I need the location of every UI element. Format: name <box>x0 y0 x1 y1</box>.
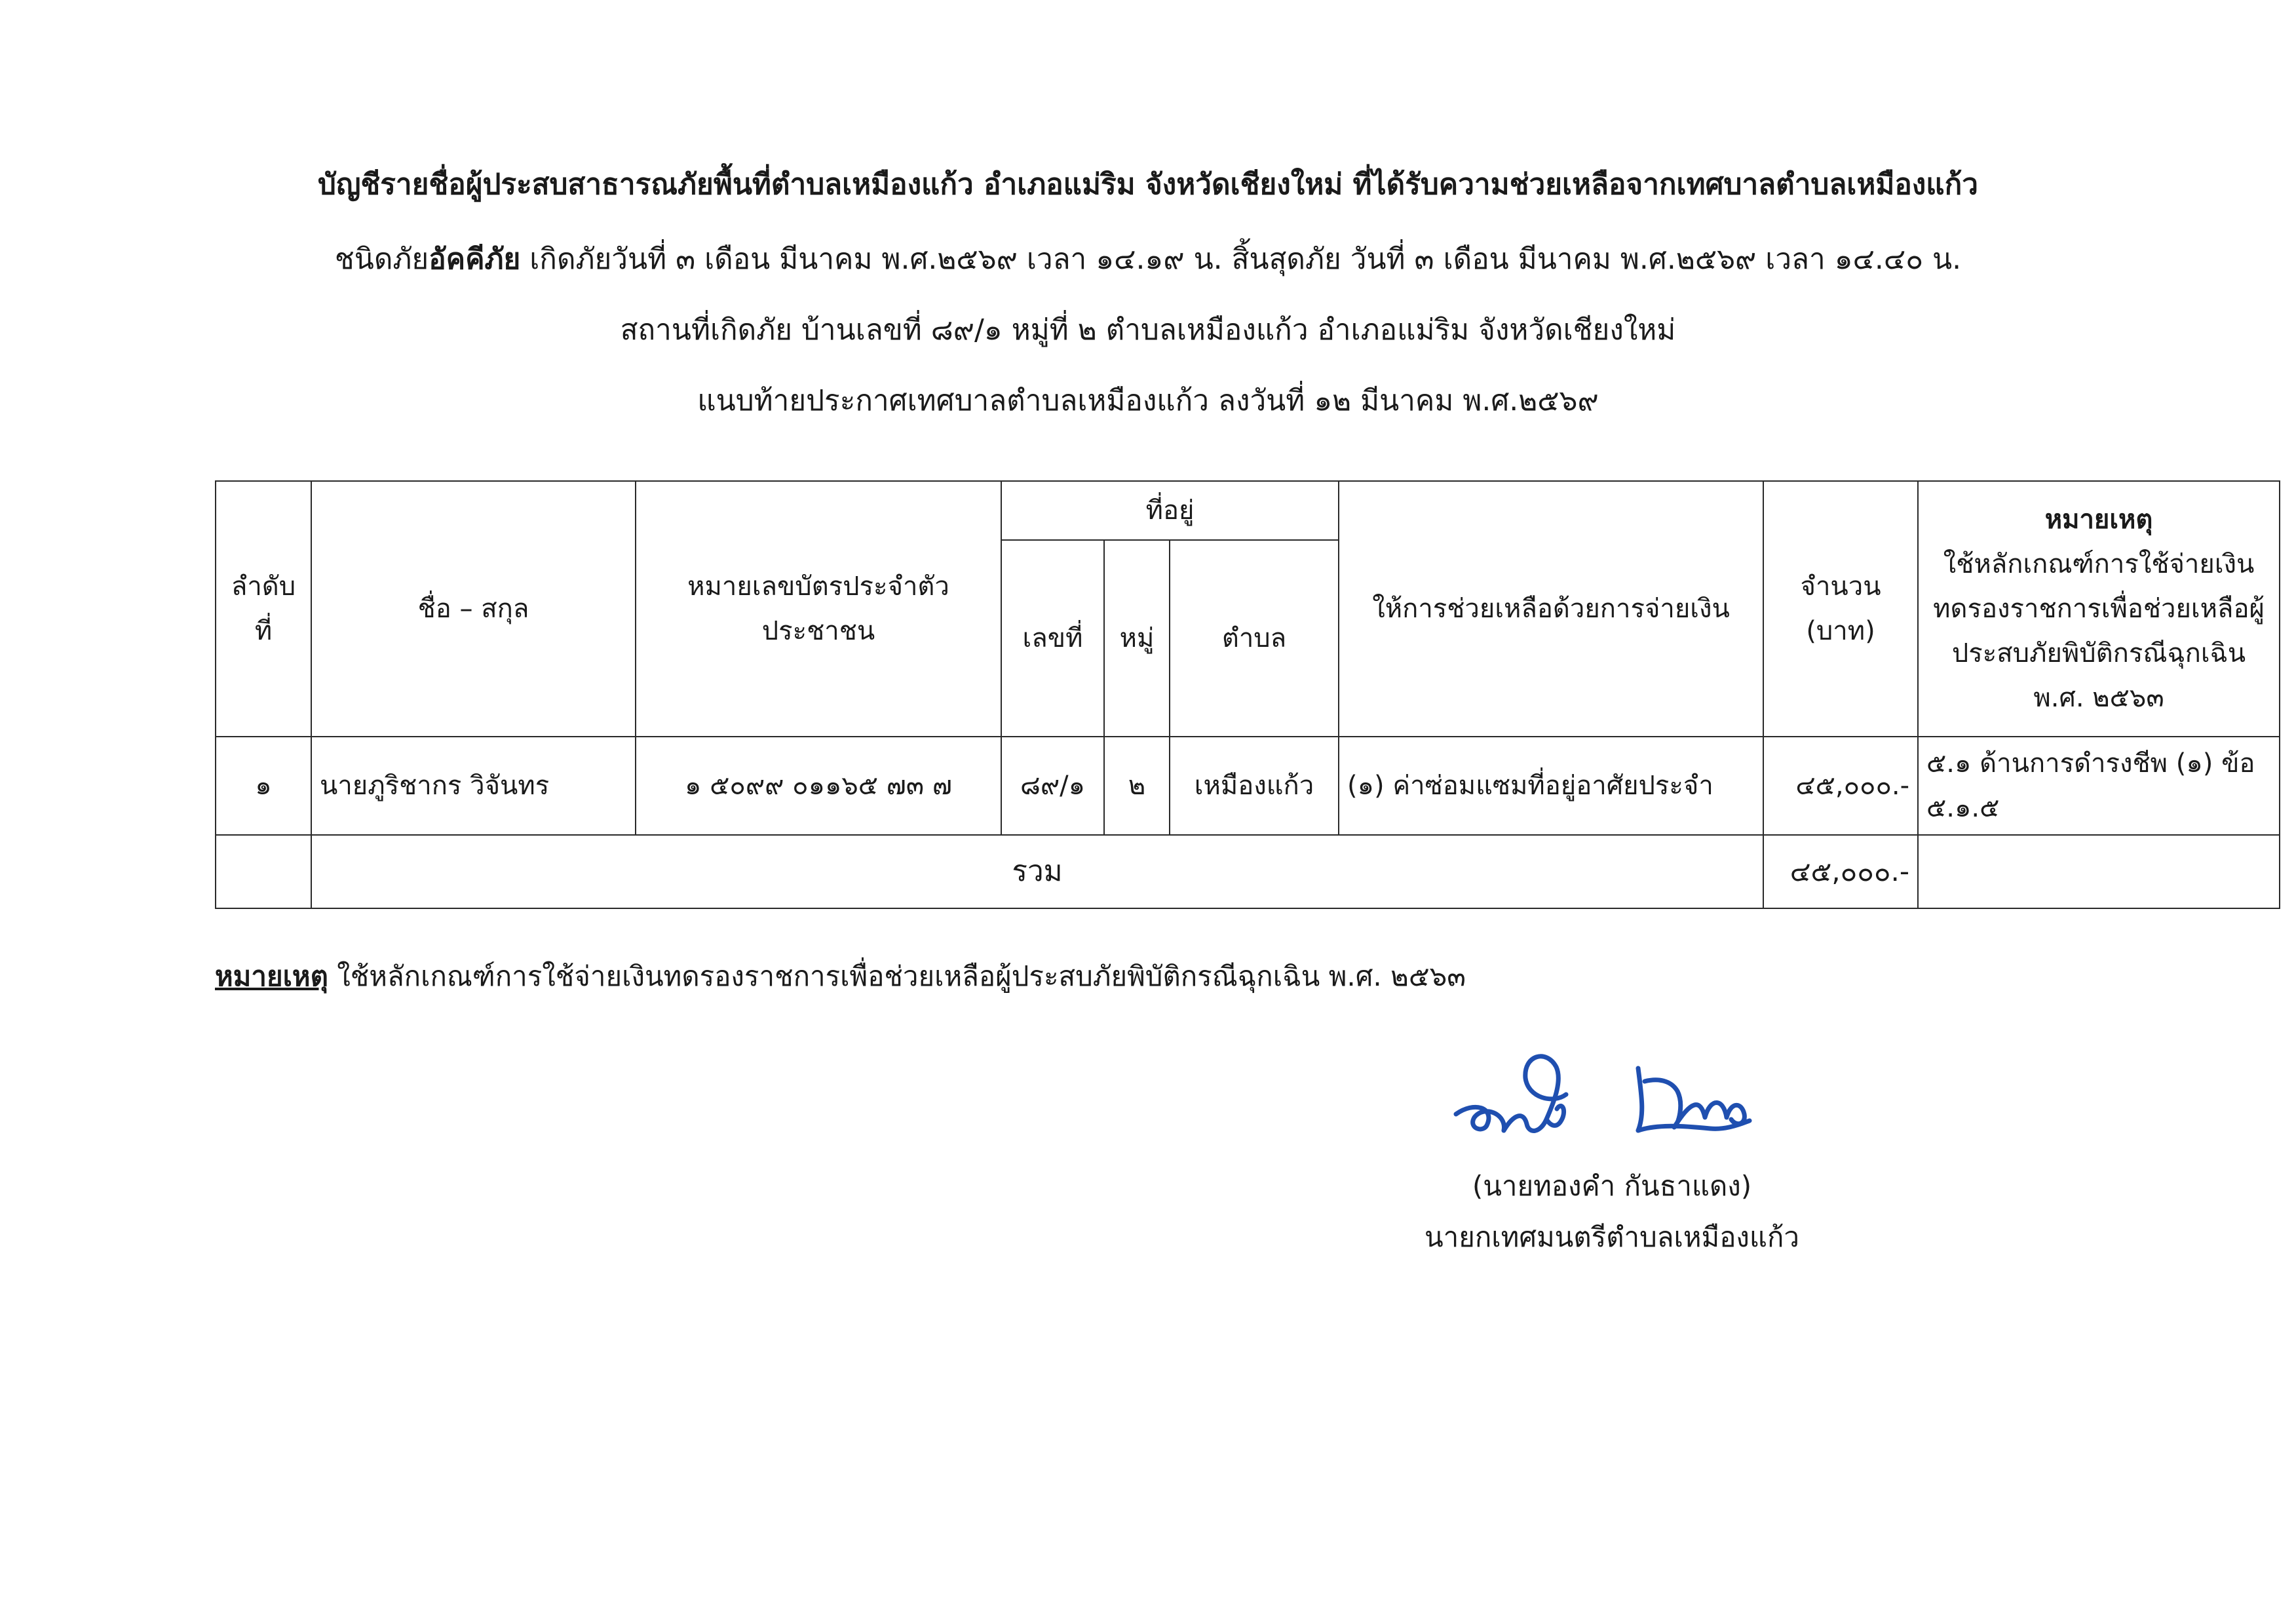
header-remark-body: ใช้หลักเกณฑ์การใช้จ่ายเงินทดรองราชการเพื่อช่วยเหลือผู้ประสบภัยพิบัติกรณีฉุกเฉิน พ.ศ. ๒๕๖๓ <box>1933 549 2265 713</box>
cell-house-no: ๘๙/๑ <box>1001 737 1104 835</box>
header-house-no: เลขที่ <box>1001 540 1104 737</box>
cell-id-card: ๑ ๕๐๙๙ ๐๑๑๖๕ ๗๓ ๗ <box>636 737 1001 835</box>
cell-tambon: เหมืองแก้ว <box>1170 737 1339 835</box>
signature-image <box>1448 1042 1756 1153</box>
cell-amount: ๔๕,๐๐๐.- <box>1763 737 1918 835</box>
cell-name: นายภูริชากร วิจันทร <box>311 737 636 835</box>
total-label: รวม <box>311 835 1763 908</box>
header-id-card: หมายเลขบัตรประจำตัวประชาชน <box>636 481 1001 737</box>
header-tambon: ตำบล <box>1170 540 1339 737</box>
cell-total-remark-blank <box>1918 835 2280 908</box>
footnote-text: ใช้หลักเกณฑ์การใช้จ่ายเงินทดรองราชการเพื่อช่วยเหลือผู้ประสบภัยพิบัติกรณีฉุกเฉิน พ.ศ. ๒๕๖๓ <box>328 960 1466 992</box>
total-amount: ๔๕,๐๐๐.- <box>1763 835 1918 908</box>
beneficiary-table <box>215 480 2280 909</box>
header-remark-title: หมายเหตุ <box>2044 505 2153 535</box>
table-row <box>216 737 2280 835</box>
header-address: ที่อยู่ <box>1001 481 1339 540</box>
footnote <box>215 957 1466 996</box>
disaster-timeframe: เกิดภัยวันที่ ๓ เดือน มีนาคม พ.ศ.๒๕๖๙ เวลา ๑๔.๑๙ น. สิ้นสุดภัย วันที่ ๓ เดือน มีนาคม พ.ศ.๒๕๖๙ เวลา ๑๔.๔๐ น. <box>520 242 1962 276</box>
disaster-type-label: ชนิดภัย <box>334 242 429 276</box>
cell-total-blank <box>216 835 311 908</box>
cell-order: ๑ <box>216 737 311 835</box>
disaster-type: อัคคีภัย <box>429 242 521 276</box>
signatory-position: นายกเทศมนตรีตำบลเหมืองแก้ว <box>1424 1221 1800 1253</box>
disaster-details <box>0 240 2296 279</box>
cell-remark: ๕.๑ ด้านการดำรงชีพ (๑) ข้อ ๕.๑.๕ <box>1918 737 2280 835</box>
header-amount: จำนวน (บาท) <box>1763 481 1918 737</box>
document-title: บัญชีรายชื่อผู้ประสบสาธารณภัยพื้นที่ตำบลเหมืองแก้ว อำเภอแม่ริม จังหวัดเชียงใหม่ ที่ได้รับความช่วยเหลือจากเทศบาลตำบลเหมืองแก้ว <box>318 168 1978 201</box>
header-name: ชื่อ – สกุล <box>311 481 636 737</box>
header-order: ลำดับที่ <box>216 481 311 737</box>
cell-moo: ๒ <box>1104 737 1170 835</box>
table-header-row <box>216 481 2280 540</box>
signatory-name: (นายทองคำ กันธาแดง) <box>1472 1170 1752 1202</box>
disaster-location: สถานที่เกิดภัย บ้านเลขที่ ๘๙/๑ หมู่ที่ ๒ ตำบลเหมืองแก้ว อำเภอแม่ริม จังหวัดเชียงใหม่ <box>620 313 1676 347</box>
header-assistance: ให้การช่วยเหลือด้วยการจ่ายเงิน <box>1339 481 1763 737</box>
header-remark <box>1918 481 2280 737</box>
table-total-row <box>216 835 2280 908</box>
header-moo: หมู่ <box>1104 540 1170 737</box>
cell-assistance: (๑) ค่าซ่อมแซมที่อยู่อาศัยประจำ <box>1339 737 1763 835</box>
announcement-reference: แนบท้ายประกาศเทศบาลตำบลเหมืองแก้ว ลงวันที่ ๑๒ มีนาคม พ.ศ.๒๕๖๙ <box>697 384 1599 417</box>
footnote-label: หมายเหตุ <box>215 960 328 992</box>
